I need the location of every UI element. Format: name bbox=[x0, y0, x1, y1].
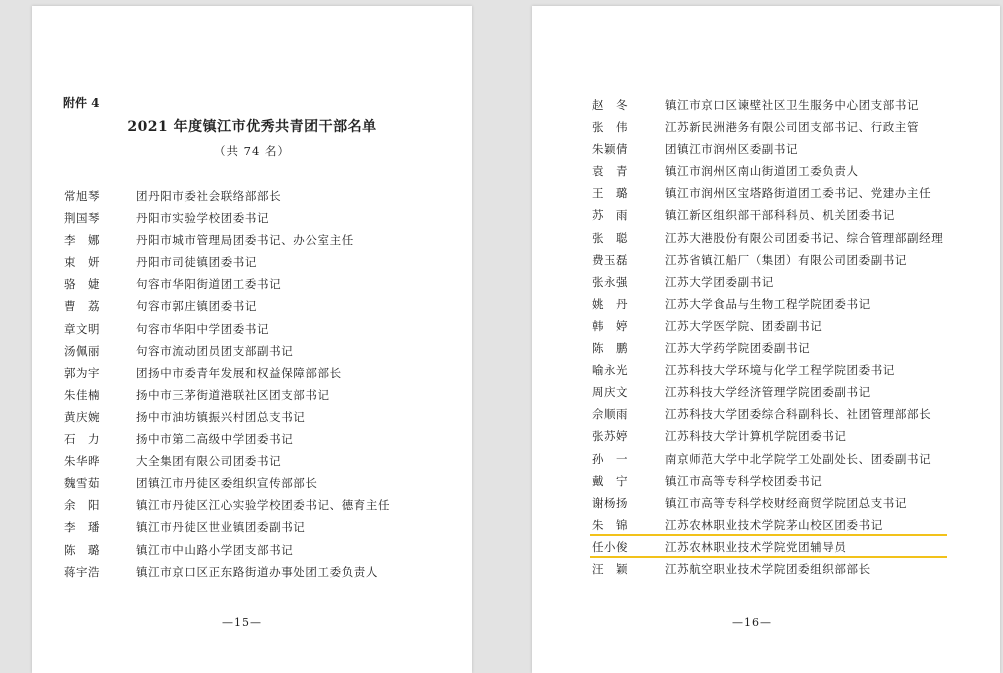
list-item bbox=[64, 362, 390, 384]
person-role: 丹阳市司徒镇团委书记 bbox=[136, 255, 257, 270]
list-item bbox=[592, 94, 943, 116]
list-item bbox=[64, 207, 390, 229]
person-role: 江苏科技大学计算机学院团委书记 bbox=[665, 429, 847, 444]
person-role: 扬中市油坊镇振兴村团总支书记 bbox=[136, 409, 306, 424]
person-name: 陈 鹏 bbox=[592, 341, 628, 356]
name-list-left bbox=[64, 185, 390, 583]
list-item bbox=[64, 494, 390, 516]
list-item bbox=[592, 337, 943, 359]
person-name: 汪 颖 bbox=[592, 561, 628, 576]
list-item bbox=[64, 428, 390, 450]
person-role: 扬中市第二高级中学团委书记 bbox=[136, 432, 294, 447]
person-name: 喻永光 bbox=[592, 363, 628, 378]
person-name: 章文明 bbox=[64, 321, 100, 336]
person-name: 荆国琴 bbox=[64, 211, 100, 226]
person-role: 镇江市润州区宝塔路街道团工委书记、党建办主任 bbox=[665, 186, 932, 201]
person-name: 周庆文 bbox=[592, 385, 628, 400]
list-item bbox=[592, 249, 943, 271]
list-item bbox=[64, 516, 390, 538]
attachment-label: 附件 4 bbox=[63, 96, 100, 110]
person-name: 朱华晔 bbox=[64, 454, 100, 469]
list-item bbox=[64, 229, 390, 251]
person-name: 佘顺雨 bbox=[592, 407, 628, 422]
person-name: 戴 宁 bbox=[592, 473, 628, 488]
document-title: 2021 年度镇江市优秀共青团干部名单 bbox=[127, 119, 377, 135]
list-item bbox=[592, 492, 943, 514]
person-role: 团丹阳市委社会联络部部长 bbox=[136, 189, 282, 203]
person-name: 谢杨扬 bbox=[592, 495, 628, 510]
list-item bbox=[64, 561, 390, 583]
person-name: 常旭琴 bbox=[64, 189, 100, 203]
list-item bbox=[64, 450, 390, 472]
page-number: —16— bbox=[732, 616, 772, 629]
person-role: 镇江市中山路小学团支部书记 bbox=[136, 542, 294, 557]
person-name: 陈 璐 bbox=[64, 542, 100, 557]
list-item bbox=[64, 340, 390, 362]
person-name: 黄庆婉 bbox=[64, 409, 100, 424]
person-name: 张苏婷 bbox=[592, 429, 628, 444]
list-item bbox=[64, 472, 390, 494]
list-item bbox=[64, 273, 390, 295]
person-role: 南京师范大学中北学院学工处副处长、团委副书记 bbox=[665, 451, 932, 466]
list-item bbox=[592, 381, 943, 403]
list-item bbox=[592, 293, 943, 315]
list-item bbox=[592, 558, 943, 580]
person-name: 郭为宇 bbox=[64, 365, 100, 380]
list-item bbox=[592, 138, 943, 160]
person-name: 朱颖倩 bbox=[592, 142, 628, 157]
document-subtitle: （共 74 名） bbox=[214, 144, 290, 158]
person-role: 镇江市润州区南山街道团工委负责人 bbox=[665, 164, 859, 179]
list-item bbox=[592, 514, 943, 536]
person-role: 江苏农林职业技术学院茅山校区团委书记 bbox=[665, 517, 883, 532]
person-name: 蒋宇浩 bbox=[64, 564, 100, 579]
list-item bbox=[592, 359, 943, 381]
list-item bbox=[592, 403, 943, 425]
person-name: 费玉磊 bbox=[592, 252, 628, 267]
person-role: 江苏大学团委副书记 bbox=[665, 274, 774, 289]
person-role: 江苏大学医学院、团委副书记 bbox=[665, 318, 823, 333]
list-item bbox=[64, 539, 390, 561]
person-name: 苏 雨 bbox=[592, 208, 628, 223]
person-role: 团扬中市委青年发展和权益保障部部长 bbox=[136, 365, 342, 380]
person-name: 朱 锦 bbox=[592, 517, 628, 532]
person-role: 江苏大学食品与生物工程学院团委书记 bbox=[665, 296, 871, 311]
person-role: 江苏大学药学院团委副书记 bbox=[665, 341, 811, 356]
page-16 bbox=[532, 6, 1000, 673]
person-role: 扬中市三茅街道港联社区团支部书记 bbox=[136, 387, 330, 402]
list-item bbox=[592, 271, 943, 293]
person-role: 句容市流动团员团支部副书记 bbox=[136, 343, 294, 358]
list-item bbox=[64, 251, 390, 273]
person-name: 袁 青 bbox=[592, 164, 628, 179]
list-item bbox=[592, 448, 943, 470]
person-name: 汤佩丽 bbox=[64, 343, 100, 358]
person-role: 镇江市丹徒区世业镇团委副书记 bbox=[136, 520, 306, 535]
list-item bbox=[592, 116, 943, 138]
person-role: 镇江市高等专科学校团委书记 bbox=[665, 473, 823, 488]
person-name: 曹 荔 bbox=[64, 299, 100, 314]
page-15 bbox=[32, 6, 472, 673]
list-item bbox=[592, 227, 943, 249]
person-name: 王 璐 bbox=[592, 186, 628, 201]
list-item bbox=[64, 185, 390, 207]
list-item bbox=[64, 295, 390, 317]
person-name: 李 娜 bbox=[64, 233, 100, 248]
person-role: 丹阳市实验学校团委书记 bbox=[136, 211, 270, 226]
person-role: 江苏省镇江船厂（集团）有限公司团委副书记 bbox=[665, 252, 907, 267]
person-name: 任小俊 bbox=[592, 539, 628, 554]
name-list-right bbox=[592, 94, 943, 580]
person-role: 镇江市丹徒区江心实验学校团委书记、德育主任 bbox=[136, 498, 391, 513]
list-item bbox=[592, 182, 943, 204]
person-role: 江苏大港股份有限公司团委书记、综合管理部副经理 bbox=[665, 230, 944, 245]
person-name: 魏雪茹 bbox=[64, 476, 100, 491]
person-name: 张永强 bbox=[592, 274, 628, 289]
person-role: 镇江市高等专科学校财经商贸学院团总支书记 bbox=[665, 495, 907, 510]
person-name: 孙 一 bbox=[592, 451, 628, 466]
person-name: 张 伟 bbox=[592, 120, 628, 135]
person-name: 束 妍 bbox=[64, 255, 100, 270]
list-item bbox=[592, 425, 943, 447]
list-item bbox=[64, 406, 390, 428]
person-role: 江苏科技大学经济管理学院团委副书记 bbox=[665, 385, 871, 400]
person-name: 朱佳楠 bbox=[64, 387, 100, 402]
person-role: 团镇江市丹徒区委组织宣传部部长 bbox=[136, 476, 318, 491]
list-item bbox=[592, 204, 943, 226]
list-item bbox=[592, 470, 943, 492]
person-name: 张 聪 bbox=[592, 230, 628, 245]
person-name: 韩 婷 bbox=[592, 318, 628, 333]
person-name: 赵 冬 bbox=[592, 98, 628, 112]
person-role: 句容市郭庄镇团委书记 bbox=[136, 299, 257, 314]
person-name: 余 阳 bbox=[64, 498, 100, 513]
page-number: —15— bbox=[222, 616, 262, 629]
list-item bbox=[64, 384, 390, 406]
person-role: 句容市华阳街道团工委书记 bbox=[136, 277, 282, 292]
person-role: 丹阳市城市管理局团委书记、办公室主任 bbox=[136, 233, 354, 248]
person-role: 大全集团有限公司团委书记 bbox=[136, 454, 282, 469]
person-role: 江苏科技大学团委综合科副科长、社团管理部部长 bbox=[665, 407, 932, 422]
person-role: 镇江市京口区正东路街道办事处团工委负责人 bbox=[136, 564, 378, 579]
list-item bbox=[592, 160, 943, 182]
person-role: 江苏航空职业技术学院团委组织部部长 bbox=[665, 561, 871, 576]
person-role: 句容市华阳中学团委书记 bbox=[136, 321, 270, 336]
person-name: 石 力 bbox=[64, 432, 100, 447]
person-name: 骆 婕 bbox=[64, 277, 100, 292]
person-role: 江苏新民洲港务有限公司团支部书记、行政主管 bbox=[665, 120, 920, 135]
person-name: 李 璠 bbox=[64, 520, 100, 535]
person-name: 姚 丹 bbox=[592, 296, 628, 311]
list-item bbox=[64, 318, 390, 340]
person-role: 江苏科技大学环境与化学工程学院团委书记 bbox=[665, 363, 895, 378]
person-role: 江苏农林职业技术学院党团辅导员 bbox=[665, 539, 847, 554]
list-item bbox=[592, 315, 943, 337]
person-role: 镇江市京口区谏壁社区卫生服务中心团支部书记 bbox=[665, 98, 920, 112]
person-role: 团镇江市润州区委副书记 bbox=[665, 142, 799, 157]
person-role: 镇江新区组织部干部科科员、机关团委书记 bbox=[665, 208, 895, 223]
list-item bbox=[592, 536, 943, 558]
